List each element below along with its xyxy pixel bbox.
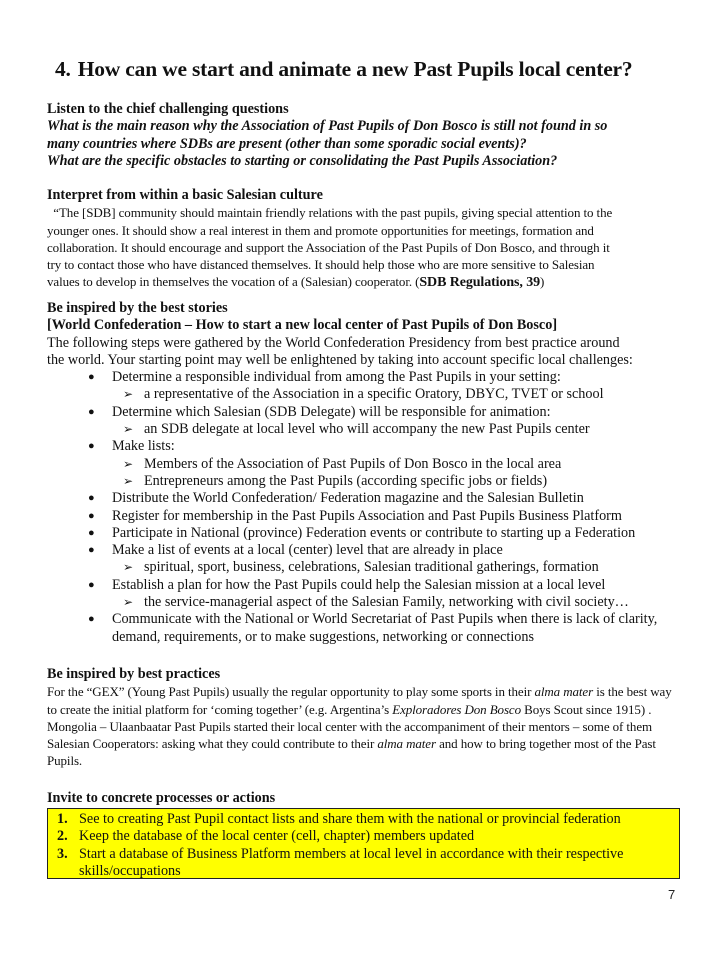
bullet-icon: ●: [88, 405, 95, 418]
practice-paragraph-gex: [47, 683, 679, 718]
bullet-icon: ●: [88, 509, 95, 522]
text: Mongolia – Ulaanbaatar Past Pupils started their local center with the accompaniment of their mentors – some of them Salesian Cooperators: asking what they could contribute to their: [47, 718, 653, 752]
quote-line: collaboration. It should encourage and support the Association of the Past Pupils of Don Bosco, and through it: [47, 239, 610, 255]
step-text: Communicate with the National or World Secretariat of Past Pupils when there is lack of clarity, demand, requirements, or to make suggestions, networking or connections: [112, 611, 658, 645]
action-number: 2.: [57, 828, 68, 845]
arrow-icon: ➢: [123, 422, 134, 437]
actions-list: [48, 811, 679, 880]
step-text: Determine a responsible individual from among the Past Pupils in your setting:: [112, 369, 561, 386]
interpret-section: [47, 187, 687, 292]
quote-close: ): [540, 274, 545, 290]
actions-section: [47, 790, 687, 807]
step-text: Establish a plan for how the Past Pupils could help the Salesian mission at a local level: [112, 576, 606, 593]
interpret-heading: Interpret from within a basic Salesian culture: [47, 187, 323, 203]
page-number: 7: [668, 887, 676, 902]
stories-intro-line: The following steps were gathered by the World Confederation Presidency from best practice around: [47, 334, 620, 351]
text: Boys Scout since 1915) .: [520, 701, 652, 717]
step-text: Register for membership in the Past Pupils Association and Past Pupils Business Platform: [112, 507, 622, 524]
emphasis: alma mater: [534, 684, 594, 700]
arrow-icon: ➢: [123, 387, 134, 402]
emphasis: alma mater: [377, 736, 436, 752]
emphasis: Exploradores Don Bosco: [392, 701, 521, 717]
practices-section: [47, 666, 679, 770]
page-title: [55, 57, 632, 82]
practice-paragraph-mongolia: [47, 718, 679, 770]
text: For the “GEX” (Young Past Pupils) usually the regular opportunity to play some sports in their: [47, 684, 535, 700]
bullet-icon: ●: [88, 613, 95, 626]
action-text: Start a database of Business Platform members at local level in accordance with their respective skills/occupations: [79, 845, 624, 879]
arrow-icon: ➢: [123, 595, 134, 610]
step-item: [47, 542, 687, 577]
arrow-icon: ➢: [123, 456, 134, 471]
listen-section: [47, 101, 687, 170]
text: is the best way to create the initial platform for ‘coming together’ (e.g. Argentina’s: [47, 684, 672, 717]
bullet-icon: ●: [88, 371, 95, 384]
bullet-icon: ●: [88, 492, 95, 505]
sub-step-text: Entrepreneurs among the Past Pupils (according specific jobs or fields): [144, 472, 548, 489]
action-number: 1.: [57, 811, 68, 827]
step-text: Make lists:: [112, 438, 175, 455]
sub-step-text: the service-managerial aspect of the Salesian Family, networking with civil society…: [144, 594, 629, 611]
steps-list: [47, 369, 687, 646]
action-item: [48, 846, 679, 881]
stories-subheading: [World Confederation – How to start a new local center of Past Pupils of Don Bosco]: [47, 317, 558, 334]
stories-section: [47, 300, 687, 646]
step-item: [47, 577, 687, 612]
sub-step-text: spiritual, sport, business, celebrations, Salesian traditional gatherings, formation: [144, 559, 599, 576]
step-item: [47, 438, 687, 490]
bullet-icon: ●: [88, 578, 95, 591]
step-item: [47, 369, 687, 404]
action-item: [48, 828, 679, 845]
step-item: [47, 404, 687, 439]
section-number: 4.: [55, 57, 71, 81]
step-item: [47, 508, 687, 525]
step-item: [47, 611, 687, 646]
sub-step-item: [47, 456, 687, 473]
sub-step-item: [47, 386, 687, 403]
step-text: Determine which Salesian (SDB Delegate) will be responsible for animation:: [112, 403, 551, 420]
sub-step-item: [47, 594, 687, 611]
practices-heading: Be inspired by best practices: [47, 666, 221, 682]
step-text: Make a list of events at a local (center) level that are already in place: [112, 542, 503, 559]
bullet-icon: ●: [88, 526, 95, 539]
arrow-icon: ➢: [123, 560, 134, 575]
sub-step-text: a representative of the Association in a specific Oratory, DBYC, TVET or school: [144, 386, 604, 403]
question-line: many countries where SDBs are present (other than some sporadic social events)?: [47, 135, 527, 152]
action-text: Keep the database of the local center (cell, chapter) members updated: [79, 828, 475, 845]
quote-line: try to contact those who have distanced themselves. It should help those who are more sensitive to Salesian: [47, 257, 595, 273]
sub-step-item: [47, 473, 687, 490]
quote-line: younger ones. It should show a real interest in them and promote opportunities for meetings, formation and: [47, 222, 594, 238]
step-text: Distribute the World Confederation/ Federation magazine and the Salesian Bulletin: [112, 490, 584, 507]
step-text: Participate in National (province) Federation events or contribute to starting up a Federation: [112, 524, 636, 541]
arrow-icon: ➢: [123, 473, 134, 488]
section-title-text: How can we start and animate a new Past Pupils local center?: [77, 57, 633, 81]
sub-step-item: [47, 559, 687, 576]
action-text: See to creating Past Pupil contact lists and share them with the national or provincial federation: [79, 811, 621, 827]
sub-step-text: an SDB delegate at local level who will accompany the new Past Pupils center: [144, 421, 590, 438]
actions-highlight-box: [47, 808, 680, 879]
listen-heading: Listen to the chief challenging questions: [47, 101, 289, 117]
action-number: 3.: [57, 845, 68, 862]
question-line: What is the main reason why the Association of Past Pupils of Don Bosco is still not found in so: [47, 118, 608, 135]
quote-text: values to develop in themselves the vocation of a (Salesian) cooperator. (: [47, 274, 420, 290]
bullet-icon: ●: [88, 440, 95, 453]
step-item: [47, 525, 687, 542]
stories-intro-line: the world. Your starting point may well be enlightened by taking into account specific local challenges:: [47, 351, 633, 368]
bullet-icon: ●: [88, 544, 95, 557]
quote-line-last: [47, 273, 687, 291]
step-item: [47, 490, 687, 507]
action-item: [48, 811, 679, 828]
sub-step-text: Members of the Association of Past Pupils of Don Bosco in the local area: [144, 455, 562, 472]
actions-heading: Invite to concrete processes or actions: [47, 790, 276, 806]
citation: SDB Regulations, 39: [419, 275, 540, 291]
sub-step-item: [47, 421, 687, 438]
stories-heading: Be inspired by the best stories: [47, 300, 228, 316]
quote-line: “The [SDB] community should maintain friendly relations with the past pupils, giving special attention to the: [47, 205, 613, 221]
text: and how to bring together most of the Past Pupils.: [47, 736, 656, 769]
question-line: What are the specific obstacles to starting or consolidating the Past Pupils Association?: [47, 152, 558, 169]
